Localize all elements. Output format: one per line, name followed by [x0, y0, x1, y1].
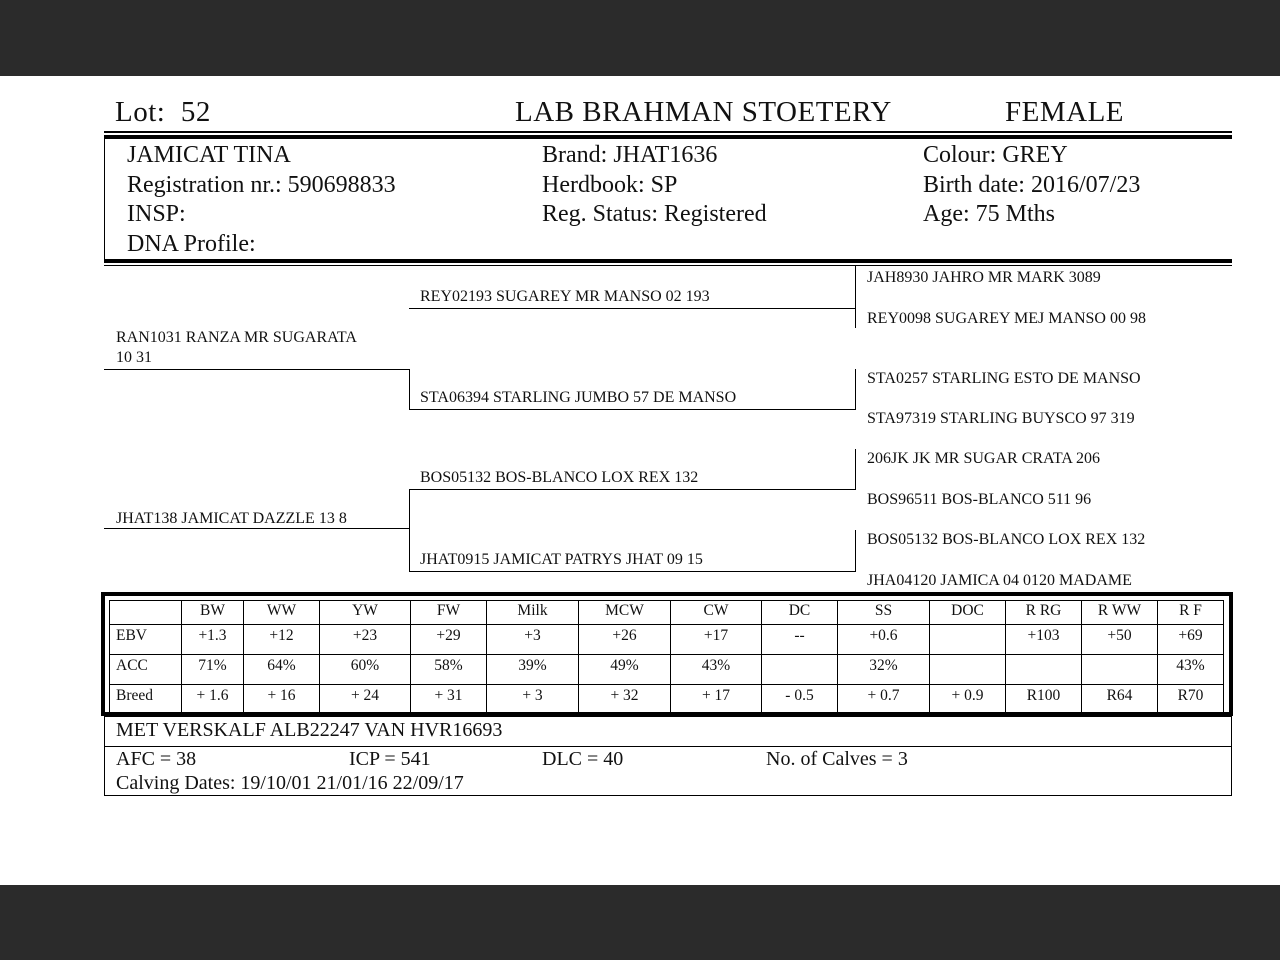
- sire-branch-line: [409, 369, 410, 410]
- ebv-cell: + 1.6: [182, 685, 244, 715]
- brand: Brand: JHAT1636: [542, 142, 718, 168]
- ebv-table-box: [101, 592, 1233, 716]
- dam-dam-underline: [409, 571, 855, 572]
- dam-branch-line: [409, 489, 410, 572]
- ebv-cell: - 0.5: [762, 685, 838, 715]
- ggp-branch-2: [855, 369, 856, 410]
- ebv-cell: + 3: [487, 685, 579, 715]
- ebv-cell: + 31: [411, 685, 487, 715]
- lot-number: 52: [180, 96, 211, 128]
- ebv-cell: 49%: [579, 655, 671, 685]
- dam-underline: [104, 528, 409, 529]
- ebv-cell: --: [762, 625, 838, 655]
- ebv-cell: +12: [244, 625, 320, 655]
- ebv-cell: +23: [320, 625, 411, 655]
- registration-number: Registration nr.: 590698833: [127, 171, 396, 198]
- ebv-col: DC: [762, 601, 838, 625]
- ggp-1: JAH8930 JAHRO MR MARK 3089: [867, 269, 1101, 286]
- document-page: [0, 76, 1280, 885]
- sire-underline: [104, 369, 409, 370]
- stud-name: LAB BRAHMAN STOETERY: [515, 96, 892, 128]
- reg-status: Reg. Status: Registered: [542, 201, 767, 227]
- ebv-row-acc: [110, 655, 1224, 685]
- ebv-col: R WW: [1082, 601, 1158, 625]
- pedigree-dam: JHAT138 JAMICAT DAZZLE 13 8: [116, 510, 347, 527]
- ebv-col: R RG: [1006, 601, 1082, 625]
- ggp-branch-4: [855, 530, 856, 572]
- colour: Colour: GREY: [923, 142, 1068, 168]
- ebv-col: R F: [1158, 601, 1224, 625]
- header-rule-thick: [104, 135, 1232, 139]
- info-rule-thin: [104, 265, 1232, 266]
- ebv-cell: +29: [411, 625, 487, 655]
- pedigree-dam-dam: JHAT0915 JAMICAT PATRYS JHAT 09 15: [420, 551, 703, 568]
- ebv-cell: 60%: [320, 655, 411, 685]
- ebv-col: WW: [244, 601, 320, 625]
- insp-label: INSP:: [127, 201, 186, 227]
- ebv-cell: +17: [671, 625, 762, 655]
- ebv-col: Milk: [487, 601, 579, 625]
- ebv-cell: +69: [1158, 625, 1224, 655]
- ebv-cell: EBV: [110, 625, 182, 655]
- pedigree-sire: [116, 328, 357, 368]
- ggp-branch-3: [855, 449, 856, 490]
- remarks-box: [104, 716, 1232, 796]
- remark-text: MET VERSKALF ALB22247 VAN HVR16693: [116, 719, 503, 741]
- animal-info-left: [127, 141, 396, 259]
- ebv-col: CW: [671, 601, 762, 625]
- ebv-cell: + 0.7: [838, 685, 930, 715]
- ebv-cell: 71%: [182, 655, 244, 685]
- ggp-6: BOS96511 BOS-BLANCO 511 96: [867, 491, 1092, 508]
- ebv-col: SS: [838, 601, 930, 625]
- herdbook: Herdbook: SP: [542, 171, 678, 198]
- ebv-cell: 43%: [671, 655, 762, 685]
- ggp-7: BOS05132 BOS-BLANCO LOX REX 132: [867, 531, 1146, 548]
- pedigree-sire-sire: REY02193 SUGAREY MR MANSO 02 193: [420, 288, 710, 305]
- ebv-col: BW: [182, 601, 244, 625]
- ebv-cell: +0.6: [838, 625, 930, 655]
- ebv-cell: R70: [1158, 685, 1224, 715]
- ebv-col: YW: [320, 601, 411, 625]
- remarks-separator: [105, 746, 1231, 747]
- ggp-2: REY0098 SUGAREY MEJ MANSO 00 98: [867, 310, 1146, 327]
- ebv-row-breed: [110, 685, 1224, 715]
- ggp-branch-1: [855, 266, 856, 328]
- lot-label: [115, 96, 211, 129]
- dam-sire-underline: [409, 489, 855, 490]
- animal-info-middle: [542, 141, 767, 230]
- ebv-col-label: [110, 601, 182, 625]
- ggp-5: 206JK JK MR SUGAR CRATA 206: [867, 450, 1100, 467]
- ebv-cell: ACC: [110, 655, 182, 685]
- ebv-cell: [1006, 655, 1082, 685]
- ggp-8: JHA04120 JAMICA 04 0120 MADAME: [867, 572, 1132, 589]
- ebv-cell: + 17: [671, 685, 762, 715]
- sex-label: FEMALE: [1005, 96, 1124, 128]
- ebv-cell: R64: [1082, 685, 1158, 715]
- dna-profile-label: DNA Profile:: [127, 230, 256, 257]
- calves-count: No. of Calves = 3: [766, 748, 908, 770]
- ebv-cell: [762, 655, 838, 685]
- lot-label-text: Lot:: [115, 96, 166, 128]
- ggp-3: STA0257 STARLING ESTO DE MANSO: [867, 370, 1141, 387]
- ebv-cell: [1082, 655, 1158, 685]
- ebv-cell: R100: [1006, 685, 1082, 715]
- pedigree-sire-dam: STA06394 STARLING JUMBO 57 DE MANSO: [420, 389, 737, 406]
- ebv-row-ebv: [110, 625, 1224, 655]
- pedigree-dam-sire: BOS05132 BOS-BLANCO LOX REX 132: [420, 469, 699, 486]
- ebv-cell: + 16: [244, 685, 320, 715]
- ebv-header-row: [110, 601, 1224, 625]
- ggp-4: STA97319 STARLING BUYSCO 97 319: [867, 410, 1135, 427]
- ebv-cell: [930, 655, 1006, 685]
- ebv-cell: Breed: [110, 685, 182, 715]
- ebv-cell: 32%: [838, 655, 930, 685]
- ebv-col: MCW: [579, 601, 671, 625]
- ebv-cell: 39%: [487, 655, 579, 685]
- ebv-cell: [930, 625, 1006, 655]
- ebv-cell: +103: [1006, 625, 1082, 655]
- sire-sire-underline: [409, 308, 855, 309]
- info-rule-thick: [104, 259, 1232, 263]
- ebv-cell: + 0.9: [930, 685, 1006, 715]
- ebv-cell: 58%: [411, 655, 487, 685]
- calving-dates: Calving Dates: 19/10/01 21/01/16 22/09/17: [116, 772, 464, 794]
- ebv-cell: 43%: [1158, 655, 1224, 685]
- dlc-value: DLC = 40: [542, 748, 624, 770]
- ebv-cell: + 32: [579, 685, 671, 715]
- ebv-cell: + 24: [320, 685, 411, 715]
- icp-value: ICP = 541: [349, 748, 431, 770]
- age: Age: 75 Mths: [923, 201, 1055, 227]
- sire-dam-underline: [409, 409, 855, 410]
- animal-name: JAMICAT TINA: [127, 142, 291, 168]
- ebv-col: DOC: [930, 601, 1006, 625]
- header-rule-thin: [104, 131, 1232, 133]
- afc-value: AFC = 38: [116, 748, 197, 770]
- ebv-cell: +50: [1082, 625, 1158, 655]
- sire-name-line2: 10 31: [116, 349, 152, 366]
- ebv-col: FW: [411, 601, 487, 625]
- info-left-border: [104, 139, 105, 259]
- ebv-cell: 64%: [244, 655, 320, 685]
- ebv-cell: +26: [579, 625, 671, 655]
- ebv-cell: +3: [487, 625, 579, 655]
- birth-date: Birth date: 2016/07/23: [923, 171, 1141, 198]
- animal-info-right: [923, 141, 1140, 230]
- ebv-cell: +1.3: [182, 625, 244, 655]
- sire-name: RAN1031 RANZA MR SUGARATA: [116, 329, 357, 346]
- ebv-table: [109, 600, 1224, 715]
